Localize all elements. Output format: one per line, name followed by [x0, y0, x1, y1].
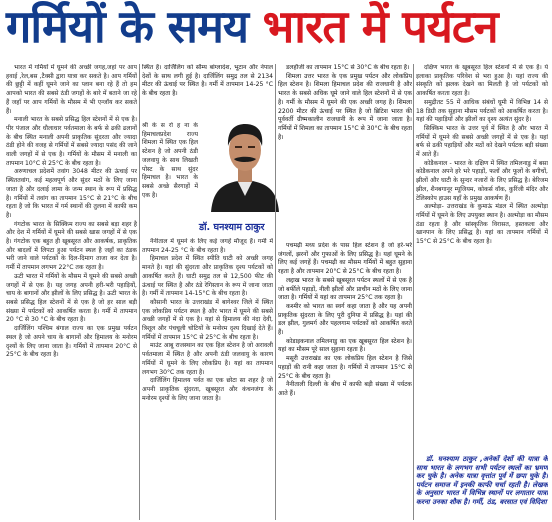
paragraph: स्थित है। दार्जिलिंग को सौम्य बांग्लादेश, भूटान और नेपाल देशों के साथ लगी हुई है। दार्जिलिंग समुद्र तल से 2134 मीटर की ऊंचाई पर स्थित है। गर्मी में तापमान 14-25 °C के बीच रहता है। [142, 64, 273, 98]
paragraph: समुद्रीतट 55 में आधिक संबंधों घूमी में विभिन्न 14 से 18 डिग्री तक सुहाना मौसम पर्यटकों को आकर्षित करता है। यहां की पहाड़ियों और झीलों का दृश्य अत्यंत सुंदर है। [416, 98, 548, 124]
column-divider [275, 64, 276, 520]
article-column-3-top [278, 64, 412, 242]
column-divider [139, 64, 140, 520]
paragraph: दक्षिण भारत के खूबसूरत हिल स्टेशनों में से एक है। ये इलाका प्राकृतिक परिवेश से भरा हुआ है। यहां राज्य की संस्कृति को झलक देखने का मिलती है जो पर्यटकों को आकर्षित करता रहता है। [416, 64, 548, 98]
paragraph: सिक्किम भारत के उत्तर पूर्व में स्थित है और भारत में गर्मियों में घूमने की सबसे अच्छी जगहों में से एक है। यहां बर्फ से ढकी पहाड़ियों और मठों को देखने पर्यटक बड़ी संख्या में आते हैं। [416, 124, 548, 159]
author-byline: डॉ. घनश्याम ठाकुर [199, 222, 265, 233]
paragraph: ऊटी भारत में गर्मियों के मौसम में घूमने की सबसे अच्छी जगहों में से एक है। यह जगह अपनी हरी-भरी पहाड़ियों, चाय के बागानों और झीलों के लिए प्रसिद्ध है। ऊटी भारत के सबसे प्रसिद्ध हिल स्टेशनों में से एक है जो हर साल बड़ी संख्या में पर्यटकों को आकर्षित करता है। गर्मी में तापमान 20 °C से 30 °C के बीच रहता है। [6, 272, 137, 324]
paragraph: पचमढ़ी मध्य प्रदेश के पास हिल स्टेशन है जो हरे-भरे जंगलों, झरनों और गुफाओं के लिए प्रसिद्ध है। यहां घूमने के लिए कई जगहें हैं। पचमढ़ी का मौसम गर्मियों में बहुत सुहाना रहता है और तापमान 20°C से 25°C के बीच रहता है। [278, 242, 412, 276]
paragraph: माउंट आबू राजस्थान का एक हिल स्टेशन है जो अरावली पर्वतमाला में स्थित है और अपनी ठंडी जलवायु के कारण गर्मियों में घूमने के लिए लोकप्रिय है। यहां का तापमान लगभग 30°C तक रहता है। [142, 342, 273, 376]
paragraph: गंगटोक भारत के सिक्किम राज्य का सबसे बड़ा शहर है और देश में गर्मियों में घूमने की सबसे खास जगहों में से एक है। गंगटोक एक बहुत ही खूबसूरत और आकर्षक, प्राकृतिक और बादलों में लिपटा हुआ पर्यटन स्थल है जहाँ का ठंडक भरी जाने वाले पर्यटकों के दिल-दिमाग ताजा कर देता है। गर्मी में तापमान लगभग 22°C तक रहता है। [6, 220, 137, 272]
headline [6, 0, 546, 54]
paragraph: दार्जिलिंग पश्चिम बंगाल राज्य का एक प्रमुख पर्यटन स्थल है जो अपने चाय के बागानों और हिमालय के मनोरम दृश्यों के लिए जाना जाता है। गर्मियों में तापमान 20°C से 25°C के बीच रहता है। [6, 325, 137, 359]
article-column-3-bottom [278, 242, 412, 522]
paragraph: कोडाइकनाल तमिलनाडु का एक खूबसूरत हिल स्टेशन है। यहां का मौसम पूरे साल सुहाना रहता है। [278, 337, 412, 354]
article-column-4 [416, 64, 548, 454]
paragraph: लद्दाख भारत के सबसे खूबसूरत पर्यटन स्थलों में से एक है जो बर्फीले पहाड़ों, नीली झीलों और प्राचीन मठों के लिए जाना जाता है। गर्मियों में यहां का तापमान 25°C तक रहता है। [278, 276, 412, 302]
paragraph: भारत में गर्मियों में घूमने की अच्छी जगह,जहां पर आप हवाई ,रेल,बस ,टैक्सी द्वारा यात्रा कर सकते है। आप गर्मियों की छुट्टी में कहीं घूमने जाने का प्लान बना रहे हैं तो हम आपको भारत की सबसे ठंडी जगहों के बारे में बताने जा रहे हैं जहाँ पर आप गर्मियों के मौसम में भी एन्जॉय कर सकते हैं। [6, 64, 137, 115]
headline-part-1: गर्मियों के समय [6, 0, 263, 53]
paragraph: अरुणाचल प्रदेशमें तवांग 3048 मीटर की ऊंचाई पर स्थिततवांग, कई महत्वपूर्ण और सुंदर मठों के लिए जाना जाता है और दलाई लामा के जन्म स्थान के रूप में प्रसिद्ध है। गर्मियों में तवांग का तापमान 15°C से 21°C के बीच रहता है जो कि भारत में गर्म स्थानों की तुलना में काफी कम है। [6, 168, 137, 219]
paragraph: कौसानी भारत के उत्तराखंड में बागेश्वर जिले में स्थित एक लोकप्रिय पर्यटन स्थल है और भारत में घूमने की सबसे अच्छी जगहों में से एक है। यहां से हिमालय की नंदा देवी, त्रिशूल और पंचचूली चोटियों के मनोरम दृश्य दिखाई देते हैं। गर्मियों में तापमान 15°C से 25°C के बीच रहता है। [142, 298, 273, 341]
article-column-2-top [142, 64, 273, 116]
author-note [416, 455, 548, 521]
paragraph: अल्मोड़ा- उत्तराखंड के कुमाऊं मंडल में स्थित अल्मोड़ा गर्मियों में घूमने के लिए उपयुक्त स्थान है। अल्मोड़ा का मौसम ठंडा रहता है और सांस्कृतिक विरासत, हस्तकला और खानपान के लिए प्रसिद्ध है। यहां का तापमान गर्मियों में 15°C से 25°C के बीच रहता है। [416, 203, 548, 246]
paragraph: दार्जिलिंग हिमालय पर्वत का एक छोटा सा शहर है जो अपनी प्राकृतिक सुंदरता, खूबसूरत और कंचनजंगा के मनोरम दृश्यों के लिए जाना जाता है। [142, 377, 273, 402]
paragraph: कश्मीर को भारत का स्वर्ग कहा जाता है और यह अपनी प्राकृतिक सुंदरता के लिए पूरी दुनिया में प्रसिद्ध है। यहां की डल झील, गुलमर्ग और पहलगाम पर्यटकों को आकर्षित करते हैं। [278, 302, 412, 337]
paragraph: मनाली भारत के सबसे प्रसिद्ध हिल स्टेशनों में से एक है। पीर पंजाल और धौलाधार पर्वतमाला के बर्फ से ढकी ढलानों के बीच स्थित मनाली अपनी प्राकृतिक सुंदरता और ज्यादा ठंडी होने की वजह से गर्मियों में सबसे ज्यादा पसंद की जाने वाली जगहों में से एक है। गर्मियों के मौसम में मनाली का तापमान 10°C से 25°C के बीच रहता है। [6, 116, 137, 167]
paragraph: शिमला उत्तर भारत के एक प्रमुख पर्यटन और लोकप्रिय हिल स्टेशन है। शिमला हिमाचल प्रदेश की राजधानी है और भारत के सबसे अधिक घूमे जाने वाले हिल स्टेशनों में से एक है। गर्मी के मौसम में घूमने की एक अच्छी जगह है। शिमला 2200 मीटर की ऊंचाई पर स्थित है जो ब्रिटिश भारत की पूर्ववर्ती ग्रीष्मकालीन राजधानी के रूप में जाना जाता है। गर्मियों में शिमला का तापमान 15°C से 30°C के बीच रहता है। [278, 72, 412, 141]
paragraph: नैनीताली दिल्ली के बीच में काफी बड़ी संख्या में पर्यटक आते हैं। [278, 381, 412, 397]
article-column-2-side [142, 122, 198, 224]
paragraph: कोडैकनाल - भारत के दक्षिण में स्थित तमिलनाडु में बसा कोडैकनाल अपने हरे भरे पहाड़ों, फलों और फूलों के बगीचों, झीलों और घाटी के सुन्दर नजारों के लिए प्रसिद्ध है। बेरिजम झील, शैनबगानूर म्यूजियम, कोकर्स वॉक, कुरिंजी मंदिर और टेलिस्कोप हाउस यहाँ के प्रमुख आकर्षण हैं। [416, 159, 548, 202]
article-column-2-bottom [142, 238, 273, 522]
paragraph: हिमाचल प्रदेश में स्थित स्पीति घाटी को अच्छी जगह मानते है। यहां की सुंदरता और प्राकृतिक दृश्य पर्यटकों को आकर्षित करते हैं। घाटी समुद्र तल से 12,500 फीट की ऊंचाई पर स्थित है और ठंडे रेगिस्तान के रूप में जाना जाता है। गर्मी में तापमान 14-15°C के बीच रहता है। [142, 255, 273, 298]
column-divider [413, 64, 414, 520]
paragraph: श्री के स रो ह ना के हिमाचलप्रदेश राज्य शिमला में स्थित एक हिल स्टेशन है जो अपनी ठंडी जलवायु के साथ लिखती पोस्ट के साथ सुंदर हिमाचल है। भारत के सबसे अच्छे सैरगाहों में एक है। [142, 122, 198, 199]
paragraph: मसूरी उत्तराखंड का एक लोकप्रिय हिल स्टेशन है जिसे पहाड़ों की रानी कहा जाता है। गर्मियों में तापमान 15°C से 25°C के बीच रहता है। [278, 355, 412, 380]
paragraph: नैनीताल में घूमने के लिए कई जगहें मौजूद हैं। गर्मी में तापमान 24-25 °C के बीच रहता है। [142, 238, 273, 254]
author-photo [207, 116, 283, 212]
author-note-text: डॉ. घनश्याम ठाकुर ,अनेकों देशों की यात्रा के साथ भारत के लगभग सभी पर्यटन स्थलों का भ्रमण कर चुके है। अनेक यात्रा वृत्तांत पूर्व में छपा चुके है। पर्यटन समाज में इनकी काफी चर्चा रहती है। लेखक के अनुसार भारत में विभिन्न स्थानों पर लगातार यात्रा करना उनका शौक है। गर्मी, ठंड, बरसात एवं विदिशा [416, 455, 548, 506]
paragraph: डलहौजी का तापमान 15°C से 30°C के बीच रहता है। [286, 64, 410, 71]
headline-part-2: भारत में पर्यटन [262, 0, 498, 53]
article-column-1 [6, 64, 137, 522]
